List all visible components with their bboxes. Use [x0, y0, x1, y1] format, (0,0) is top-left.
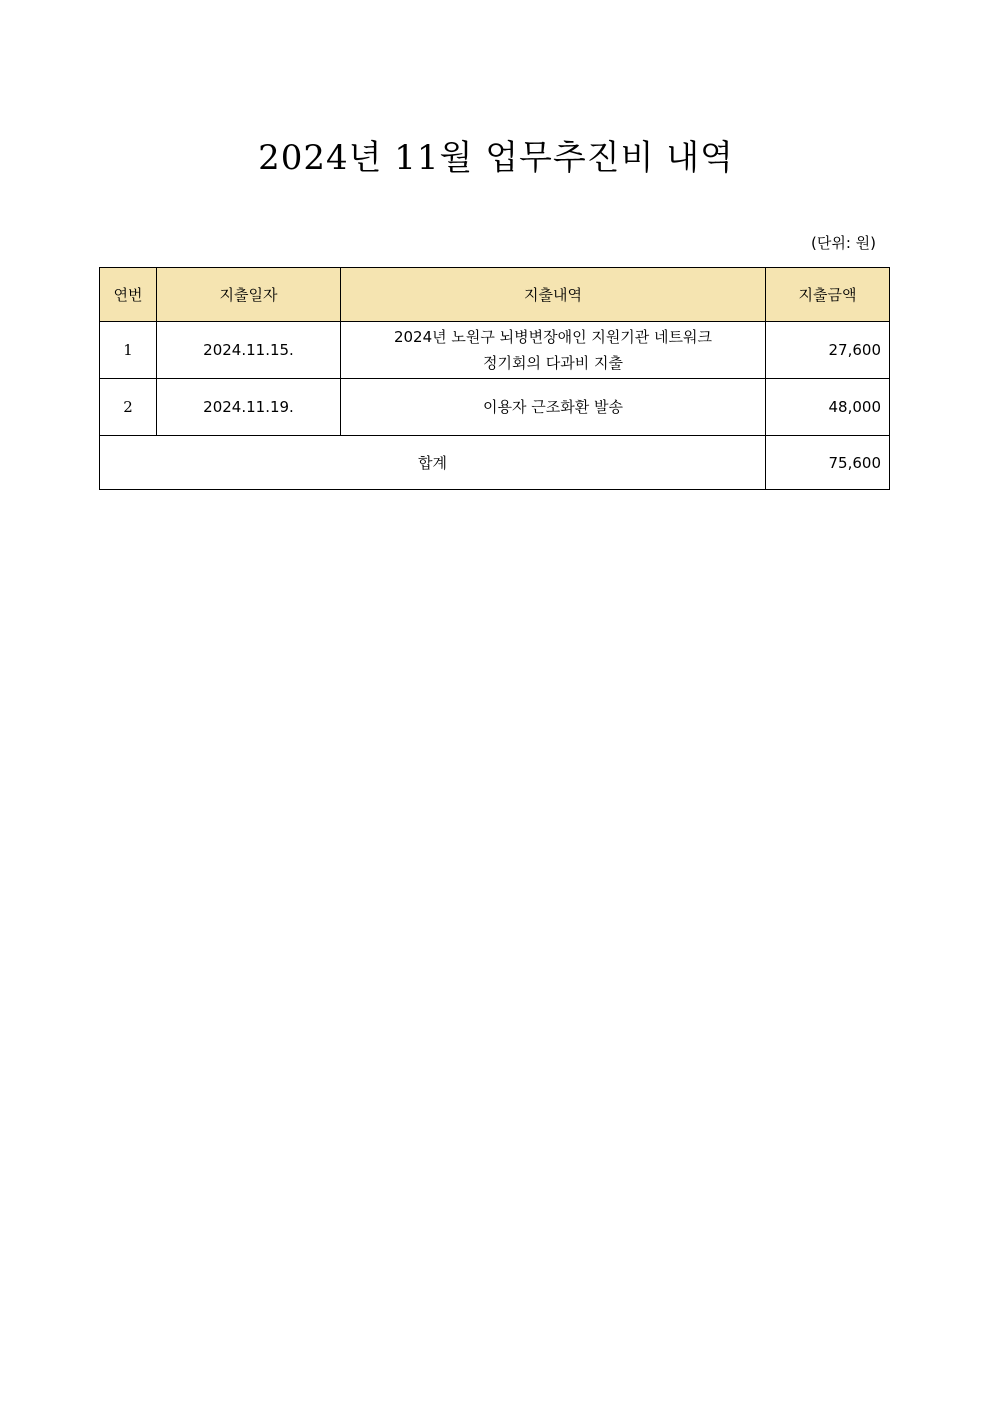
- page-title: 2024년 11월 업무추진비 내역: [258, 138, 734, 178]
- header-date: 지출일자: [157, 268, 341, 322]
- header-no: 연번: [100, 268, 157, 322]
- row-date: 2024.11.19.: [157, 379, 341, 436]
- table-row: [100, 322, 890, 379]
- row-amount: 27,600: [766, 322, 890, 379]
- row-description-line: 이용자 근조화환 발송: [483, 398, 623, 416]
- unit-label: (단위: 원): [811, 234, 876, 252]
- row-description-line: 정기회의 다과비 지출: [483, 354, 623, 372]
- table-header-row: [100, 268, 890, 322]
- row-amount: 48,000: [766, 379, 890, 436]
- row-description-line: 2024년 노원구 뇌병변장애인 지원기관 네트워크: [393, 328, 713, 346]
- row-description: [341, 322, 766, 379]
- table-row: [100, 379, 890, 436]
- header-amount: 지출금액: [766, 268, 890, 322]
- row-no: 2: [100, 379, 157, 436]
- total-label: 합계: [100, 436, 766, 490]
- header-description: 지출내역: [341, 268, 766, 322]
- expense-table: [99, 267, 890, 490]
- row-description: [341, 379, 766, 436]
- row-no: 1: [100, 322, 157, 379]
- total-row: [100, 436, 890, 490]
- row-date: 2024.11.15.: [157, 322, 341, 379]
- total-amount: 75,600: [766, 436, 890, 490]
